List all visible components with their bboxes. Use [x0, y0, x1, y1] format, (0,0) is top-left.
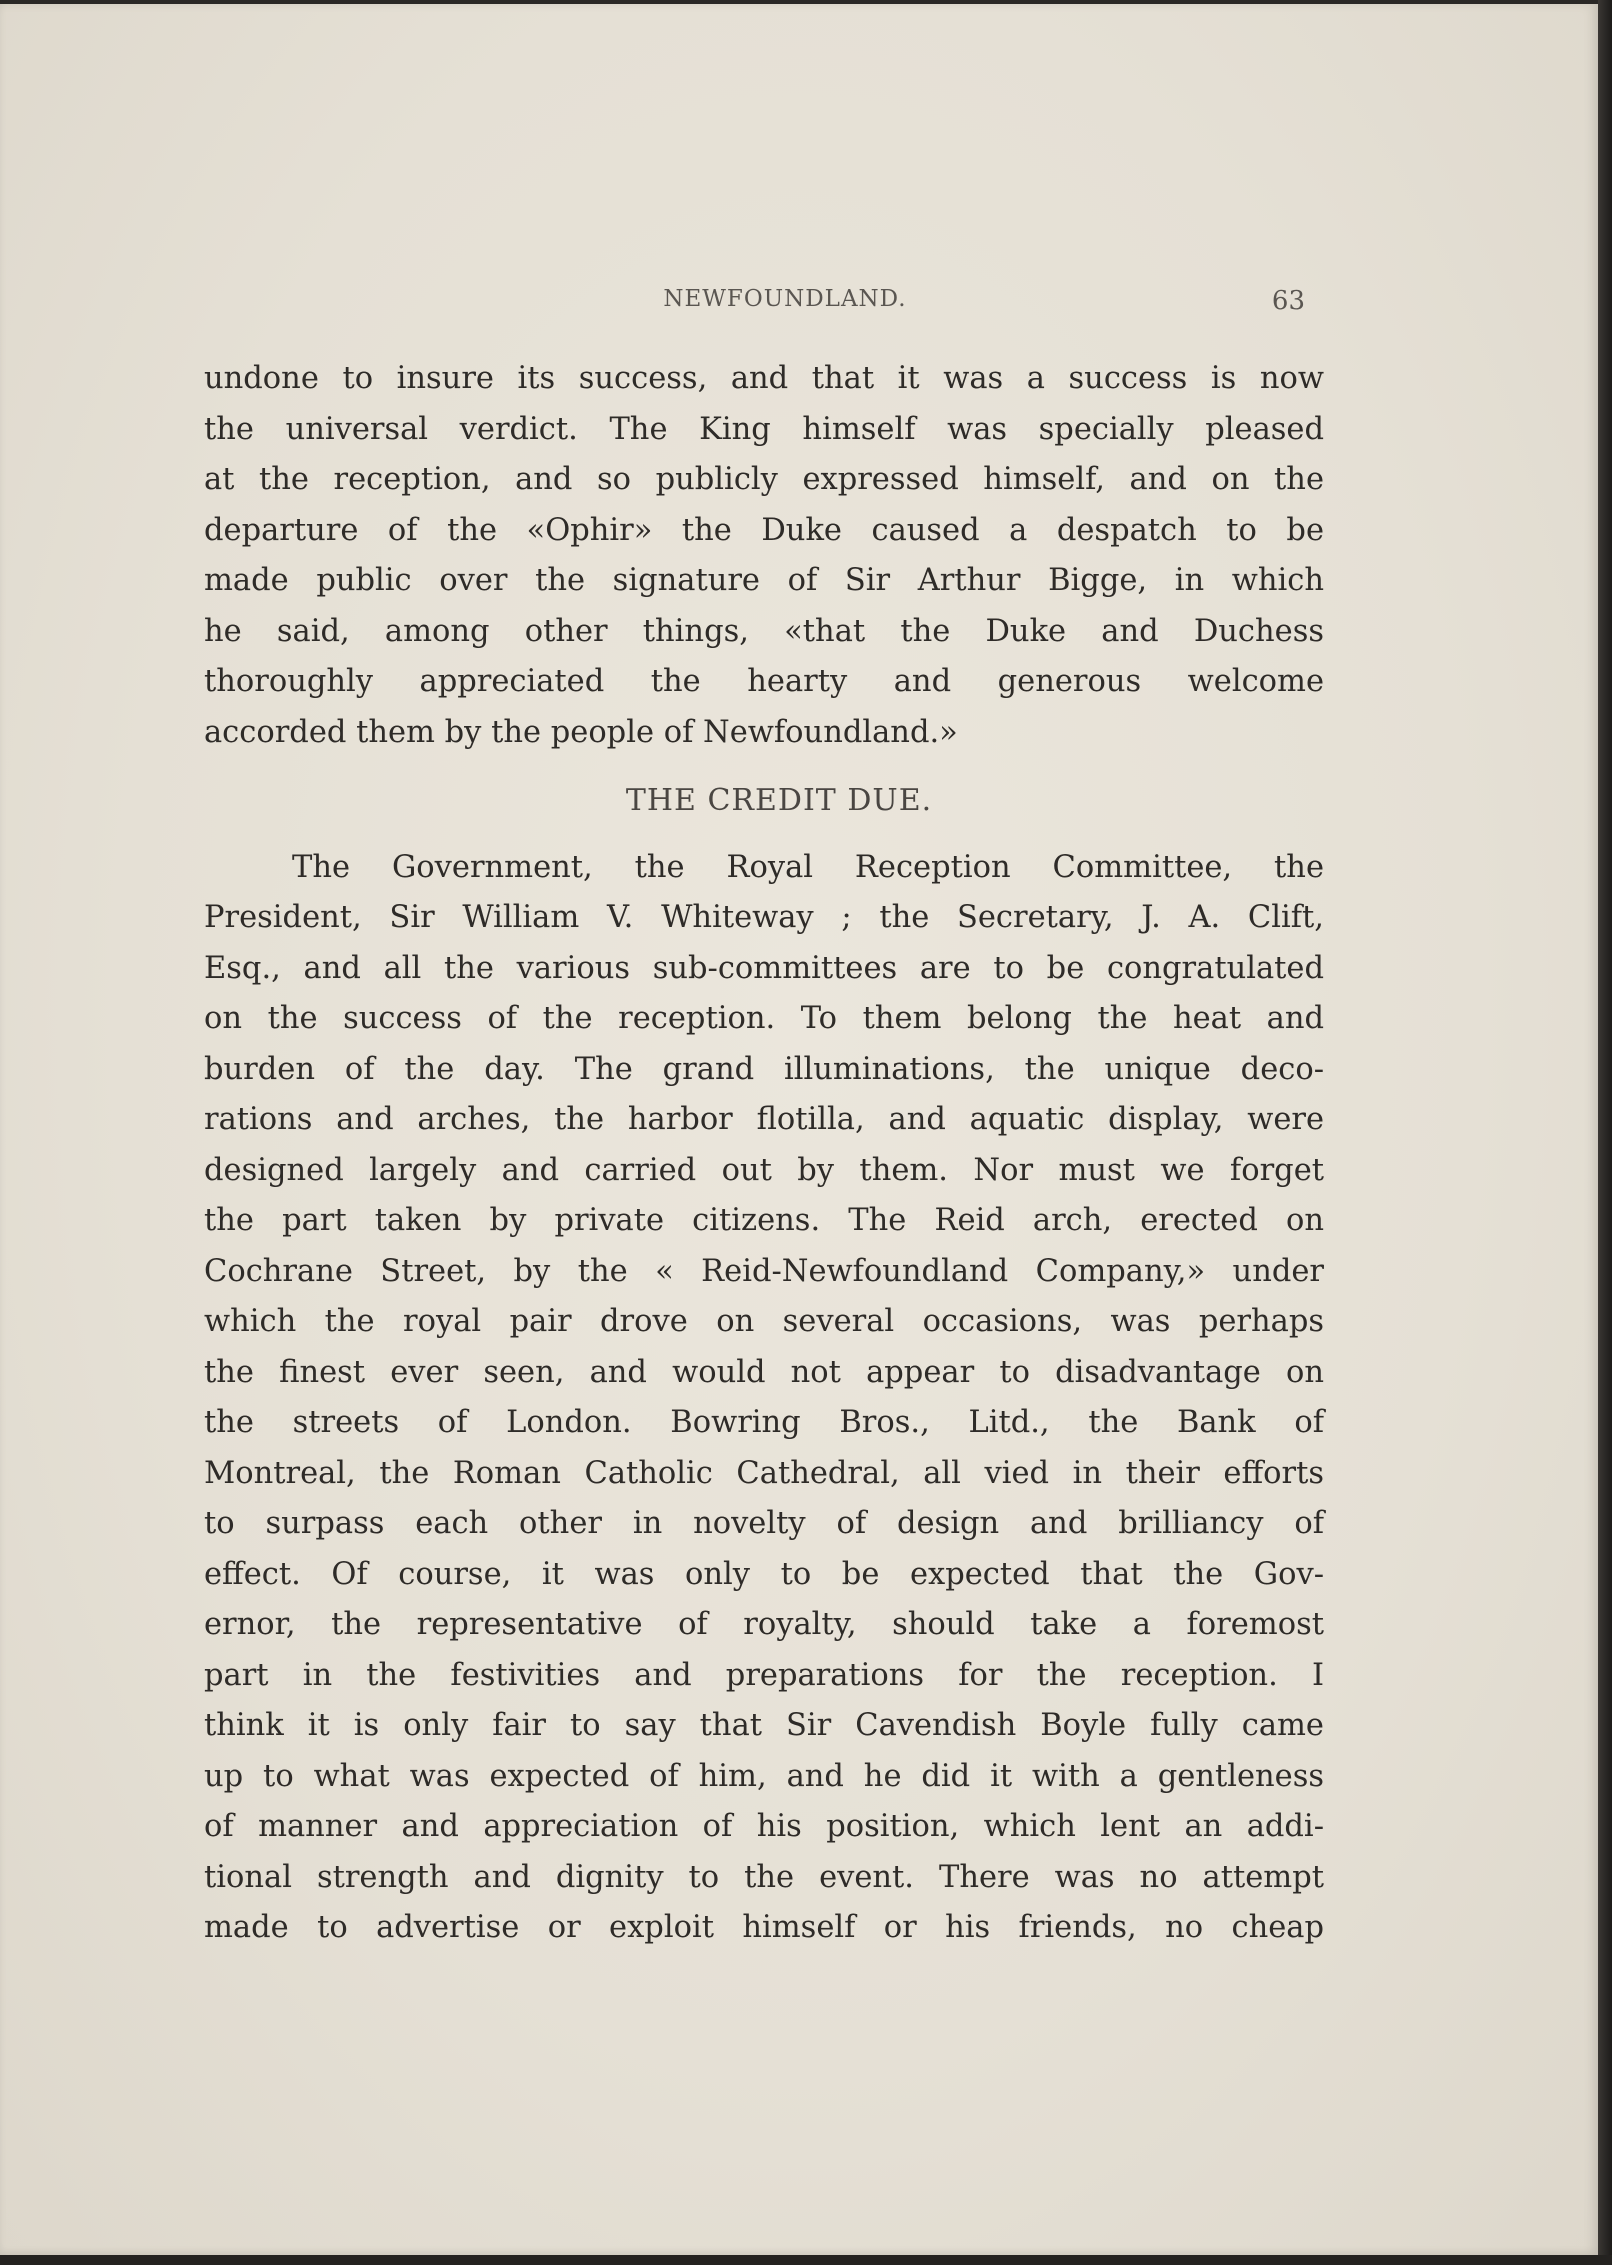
text-line: effect. Of course, it was only to be expected that the Gov- [204, 1556, 1324, 1592]
text-line: the universal verdict. The King himself was specially pleased [204, 411, 1324, 447]
paragraph-1 [204, 354, 1324, 758]
text-line: Montreal, the Roman Catholic Cathedral, all vied in their efforts [204, 1455, 1324, 1491]
book-spine-edge [1598, 0, 1612, 2265]
text-line: burden of the day. The grand illuminations, the unique deco- [204, 1051, 1324, 1087]
body-text [204, 354, 1324, 1954]
text-line: at the reception, and so publicly expressed himself, and on the [204, 462, 1324, 497]
text-line: the part taken by private citizens. The Reid arch, erected on [204, 1203, 1324, 1238]
text-line: made public over the signature of Sir Arthur Bigge, in which [204, 563, 1324, 598]
text-line: The Government, the Royal Reception Committee, the [292, 849, 1324, 885]
running-title: NEWFOUNDLAND. [663, 286, 907, 312]
text-line: on the success of the reception. To them belong the heat and [204, 1001, 1324, 1036]
text-line: Esq., and all the various sub-committees are to be congratulated [204, 950, 1324, 986]
text-line: Cochrane Street, by the « Reid-Newfoundland Company,» under [204, 1253, 1324, 1289]
text-line: ernor, the representative of royalty, should take a foremost [204, 1607, 1324, 1642]
book-page [0, 4, 1598, 2256]
text-line: thoroughly appreciated the hearty and generous welcome [204, 664, 1324, 699]
text-line: made to advertise or exploit himself or his friends, no cheap [204, 1910, 1324, 1945]
text-line: he said, among other things, «that the Duke and Duchess [204, 613, 1324, 649]
text-line: part in the festivities and preparations for the reception. I [204, 1657, 1324, 1693]
text-line: designed largely and carried out by them. Nor must we forget [204, 1152, 1324, 1188]
text-line: up to what was expected of him, and he did it with a gentleness [204, 1758, 1324, 1794]
text-line: tional strength and dignity to the event. There was no attempt [204, 1859, 1324, 1895]
text-line: of manner and appreciation of his position, which lent an addi- [204, 1809, 1324, 1844]
text-line: the finest ever seen, and would not appear to disadvantage on [204, 1354, 1324, 1390]
text-line: rations and arches, the harbor flotilla, and aquatic display, were [204, 1102, 1324, 1137]
text-line: undone to insure its success, and that it was a success is now [204, 361, 1324, 396]
text-line: which the royal pair drove on several occasions, was perhaps [204, 1304, 1324, 1339]
page-header [205, 286, 1325, 326]
text-line: President, Sir William V. Whiteway ; the Secretary, J. A. Clift, [204, 900, 1324, 935]
paragraph-2 [204, 843, 1324, 1954]
book-bottom-edge [0, 2255, 1612, 2265]
text-line: accorded them by the people of Newfoundland.» [204, 714, 958, 750]
text-line: think it is only fair to say that Sir Cavendish Boyle fully came [204, 1708, 1324, 1743]
text-line: departure of the «Ophir» the Duke caused a despatch to be [204, 512, 1324, 548]
text-line: the streets of London. Bowring Bros., Litd., the Bank of [204, 1405, 1324, 1440]
text-line: to surpass each other in novelty of design and brilliancy of [204, 1506, 1324, 1541]
section-heading: THE CREDIT DUE. [625, 783, 933, 818]
page-number: 63 [1271, 286, 1305, 316]
